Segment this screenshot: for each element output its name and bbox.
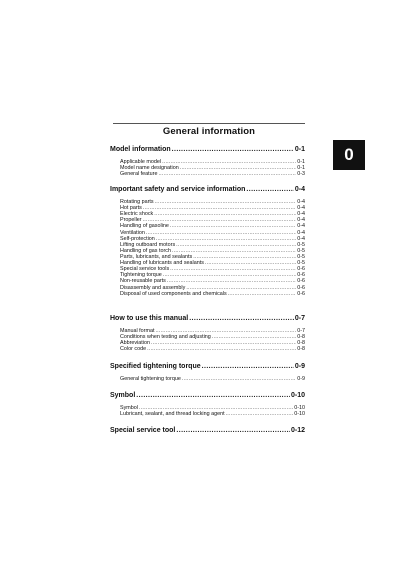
toc-heading-label: Important safety and service information	[110, 186, 246, 193]
toc-heading-label: Specified tightening torque	[110, 363, 201, 370]
toc-item-label: Tightening torque	[120, 272, 162, 279]
title-rule	[113, 123, 305, 124]
leader-dots	[189, 315, 294, 323]
toc-item-page: 0-8	[297, 334, 305, 341]
toc-item-page: 0-5	[297, 241, 305, 248]
leader-dots	[176, 427, 290, 435]
toc-item-page: 0-9	[297, 376, 305, 382]
toc-item-label: Applicable model	[120, 159, 162, 165]
toc-heading[interactable]	[110, 186, 305, 194]
toc-item-page: 0-1	[297, 165, 305, 172]
toc-item-label: Self-protection	[120, 235, 155, 242]
toc-section-safety	[110, 186, 305, 297]
toc-items	[110, 199, 305, 297]
toc-item-page: 0-3	[297, 171, 305, 178]
toc-heading-page: 0-9	[294, 363, 305, 370]
toc-section-how-to-use	[110, 315, 305, 352]
leader-dots	[228, 291, 297, 297]
toc-item-label: Propeller	[120, 217, 142, 224]
toc-item-page: 0-8	[297, 340, 305, 347]
toc-section-special-service-tool	[110, 427, 305, 435]
toc-section-model-information	[110, 146, 305, 177]
toc-heading-page: 0-1	[294, 146, 305, 153]
toc-heading-label: How to use this manual	[110, 315, 189, 322]
toc-item-page: 0-4	[297, 217, 305, 224]
toc-item-label: Manual format	[120, 328, 155, 334]
toc-item-label: Conditions when testing and adjusting	[120, 334, 211, 341]
toc-item-page: 0-6	[297, 290, 305, 297]
toc-item-label: Handling of gasoline	[120, 223, 169, 230]
toc-section-symbol	[110, 392, 305, 417]
leader-dots	[202, 363, 294, 371]
toc-heading-label: Symbol	[110, 392, 136, 399]
toc-section-tightening-torque	[110, 363, 305, 382]
leader-dots	[147, 346, 296, 352]
toc-item-page: 0-4	[297, 199, 305, 205]
toc-item[interactable]	[120, 291, 305, 297]
toc-item-page: 0-10	[294, 411, 305, 418]
toc-item-page: 0-4	[297, 229, 305, 236]
toc-item[interactable]	[120, 346, 305, 352]
toc-item-label: Ventilation	[120, 229, 145, 236]
toc-heading-page: 0-10	[290, 392, 305, 399]
toc-item-label: Color code	[120, 346, 147, 353]
toc-item-label: Lifting outboard motors	[120, 241, 176, 248]
toc-item-page: 0-6	[297, 284, 305, 291]
toc-item-page: 0-7	[297, 328, 305, 334]
leader-dots	[226, 411, 294, 417]
leader-dots	[136, 392, 290, 400]
toc-item[interactable]	[120, 171, 305, 177]
toc-item-page: 0-4	[297, 223, 305, 230]
page-title: General information	[162, 126, 256, 137]
toc-heading[interactable]	[110, 363, 305, 371]
toc-items	[110, 159, 305, 177]
toc-item-page: 0-6	[297, 278, 305, 285]
leader-dots	[172, 146, 294, 154]
toc-item-label: General feature	[120, 171, 158, 178]
toc-heading[interactable]	[110, 427, 305, 435]
toc-item-page: 0-5	[297, 253, 305, 260]
toc-item-page: 0-5	[297, 260, 305, 267]
toc-item-label: Parts, lubricants, and sealants	[120, 253, 193, 260]
toc-item-label: Rotating parts	[120, 199, 154, 205]
toc-item-label: Hot parts	[120, 205, 142, 212]
toc-item-page: 0-6	[297, 272, 305, 279]
toc-item-page: 0-10	[294, 405, 305, 411]
toc-item-page: 0-1	[297, 159, 305, 165]
toc-items	[110, 376, 305, 382]
chapter-tab: 0	[333, 140, 365, 170]
toc-item-label: Special service tools	[120, 266, 170, 273]
toc-item-label: Lubricant, sealant, and thread locking agent	[120, 411, 225, 418]
toc-item-label: Model name designation	[120, 165, 179, 172]
toc-item-label: Handling of gas torch	[120, 247, 171, 254]
toc-item-page: 0-4	[297, 205, 305, 212]
leader-dots	[182, 376, 296, 382]
toc-item-label: Disposal of used components and chemicals	[120, 290, 227, 297]
leader-dots	[246, 186, 294, 194]
toc-heading-label: Model information	[110, 146, 171, 153]
toc-item-page: 0-6	[297, 266, 305, 273]
toc-items	[110, 405, 305, 417]
toc-item-label: Handling of lubricants and sealants	[120, 260, 204, 267]
toc-item-label: Non-reusable parts	[120, 278, 166, 285]
toc-item[interactable]	[120, 411, 305, 417]
toc-item-label: Disassembly and assembly	[120, 284, 186, 291]
toc-heading-page: 0-12	[290, 427, 305, 434]
toc-heading-page: 0-4	[294, 186, 305, 193]
toc-items	[110, 328, 305, 352]
leader-dots	[158, 171, 296, 177]
toc-heading[interactable]	[110, 146, 305, 154]
toc-item-page: 0-4	[297, 211, 305, 218]
toc-item-label: Abbreviation	[120, 340, 150, 347]
toc-item-label: Symbol	[120, 405, 138, 411]
toc-item-label: General tightening torque	[120, 376, 181, 382]
toc-item[interactable]	[120, 376, 305, 382]
toc-item-label: Electric shock	[120, 211, 154, 218]
toc-item-page: 0-4	[297, 235, 305, 242]
toc-heading[interactable]	[110, 392, 305, 400]
toc-heading[interactable]	[110, 315, 305, 323]
toc-heading-label: Special service tool	[110, 427, 176, 434]
toc-item-page: 0-8	[297, 346, 305, 353]
toc-item-page: 0-5	[297, 247, 305, 254]
toc-heading-page: 0-7	[294, 315, 305, 322]
